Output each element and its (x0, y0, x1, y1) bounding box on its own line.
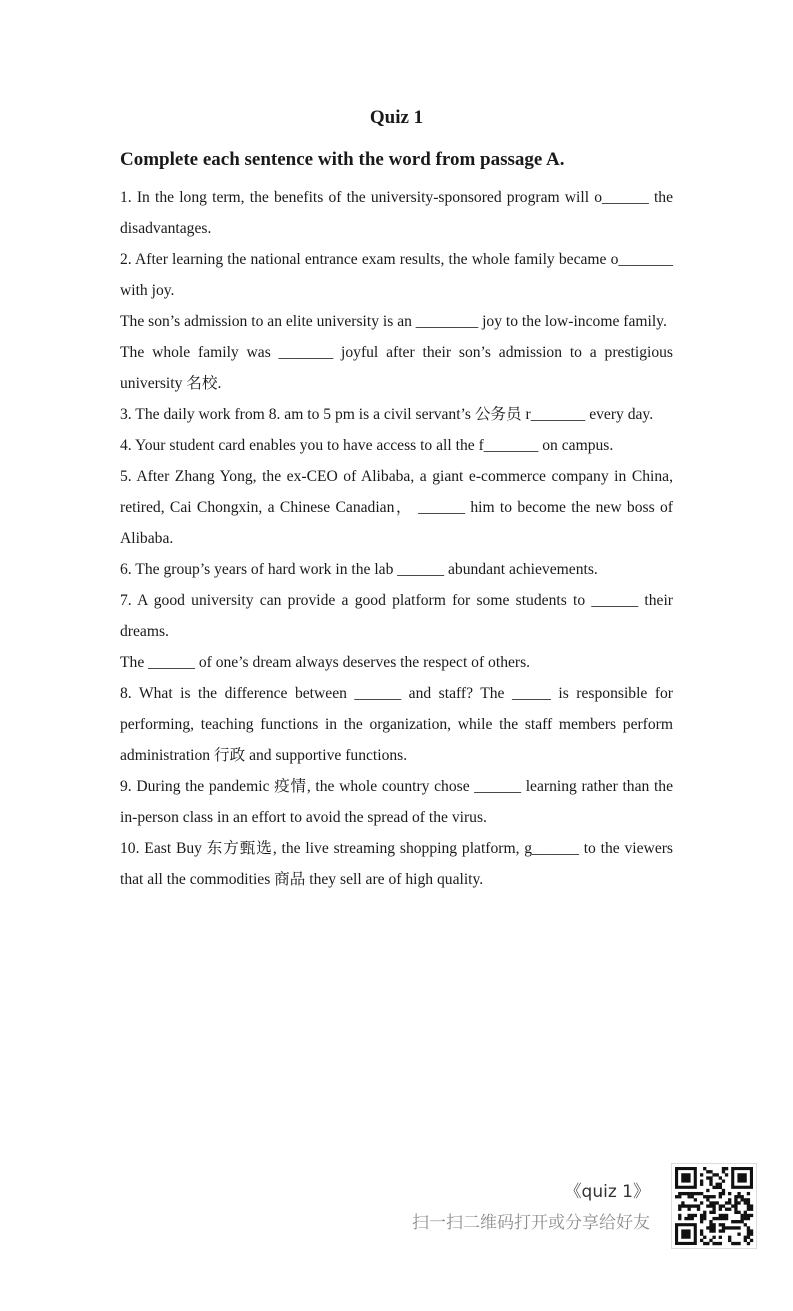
question-1: 1. In the long term, the benefits of the university-sponsored program will o______ the disadvantages. (120, 189, 673, 237)
page-title: Quiz 1 (369, 107, 424, 128)
question-4: 4. Your student card enables you to have access to all the f_______ on campus. (120, 437, 614, 454)
question-10: 10. East Buy 东方甄选, the live streaming shopping platform, g______ to the viewers that all the commodities 商品 they sell are of high quality. (120, 840, 673, 888)
question-7-variant: The ______ of one’s dream always deserves the respect of others. (120, 654, 531, 671)
question-6: 6. The group’s years of hard work in the lab ______ abundant achievements. (120, 561, 598, 578)
qr-code-icon[interactable] (671, 1163, 757, 1249)
question-3: 3. The daily work from 8. am to 5 pm is a civil servant’s 公务员 r_______ every day. (120, 406, 654, 423)
question-2-variant-b: The whole family was _______ joyful after their son’s admission to a prestigious university 名校. (120, 344, 673, 392)
footer-doc-name: 《quiz 1》 (564, 1182, 650, 1202)
question-2-variant-a: The son’s admission to an elite university is an ________ joy to the low-income family. (120, 313, 667, 330)
share-footer (412, 1180, 650, 1238)
question-2: 2. After learning the national entrance exam results, the whole family became o_______ with joy. (120, 251, 673, 299)
qr-code-graphic (672, 1164, 756, 1248)
footer-share-hint: 扫一扫二维码打开或分享给好友 (412, 1213, 650, 1233)
question-list (120, 182, 673, 895)
question-9: 9. During the pandemic 疫情, the whole country chose ______ learning rather than the in-person class in an effort to avoid the spread of the virus. (120, 778, 673, 826)
document-page (120, 104, 673, 895)
question-8: 8. What is the difference between ______ and staff? The _____ is responsible for performing, teaching functions in the organization, while the staff members perform administration 行政 and supportive functions. (120, 685, 673, 764)
instruction-heading: Complete each sentence with the word from passage A. (120, 149, 565, 170)
question-5: 5. After Zhang Yong, the ex-CEO of Alibaba, a giant e-commerce company in China, retired, Cai Chongxin, a Chinese Canadian， ______ him to become the new boss of Alibaba. (120, 468, 673, 547)
question-7: 7. A good university can provide a good platform for some students to ______ their dreams. (120, 592, 673, 640)
